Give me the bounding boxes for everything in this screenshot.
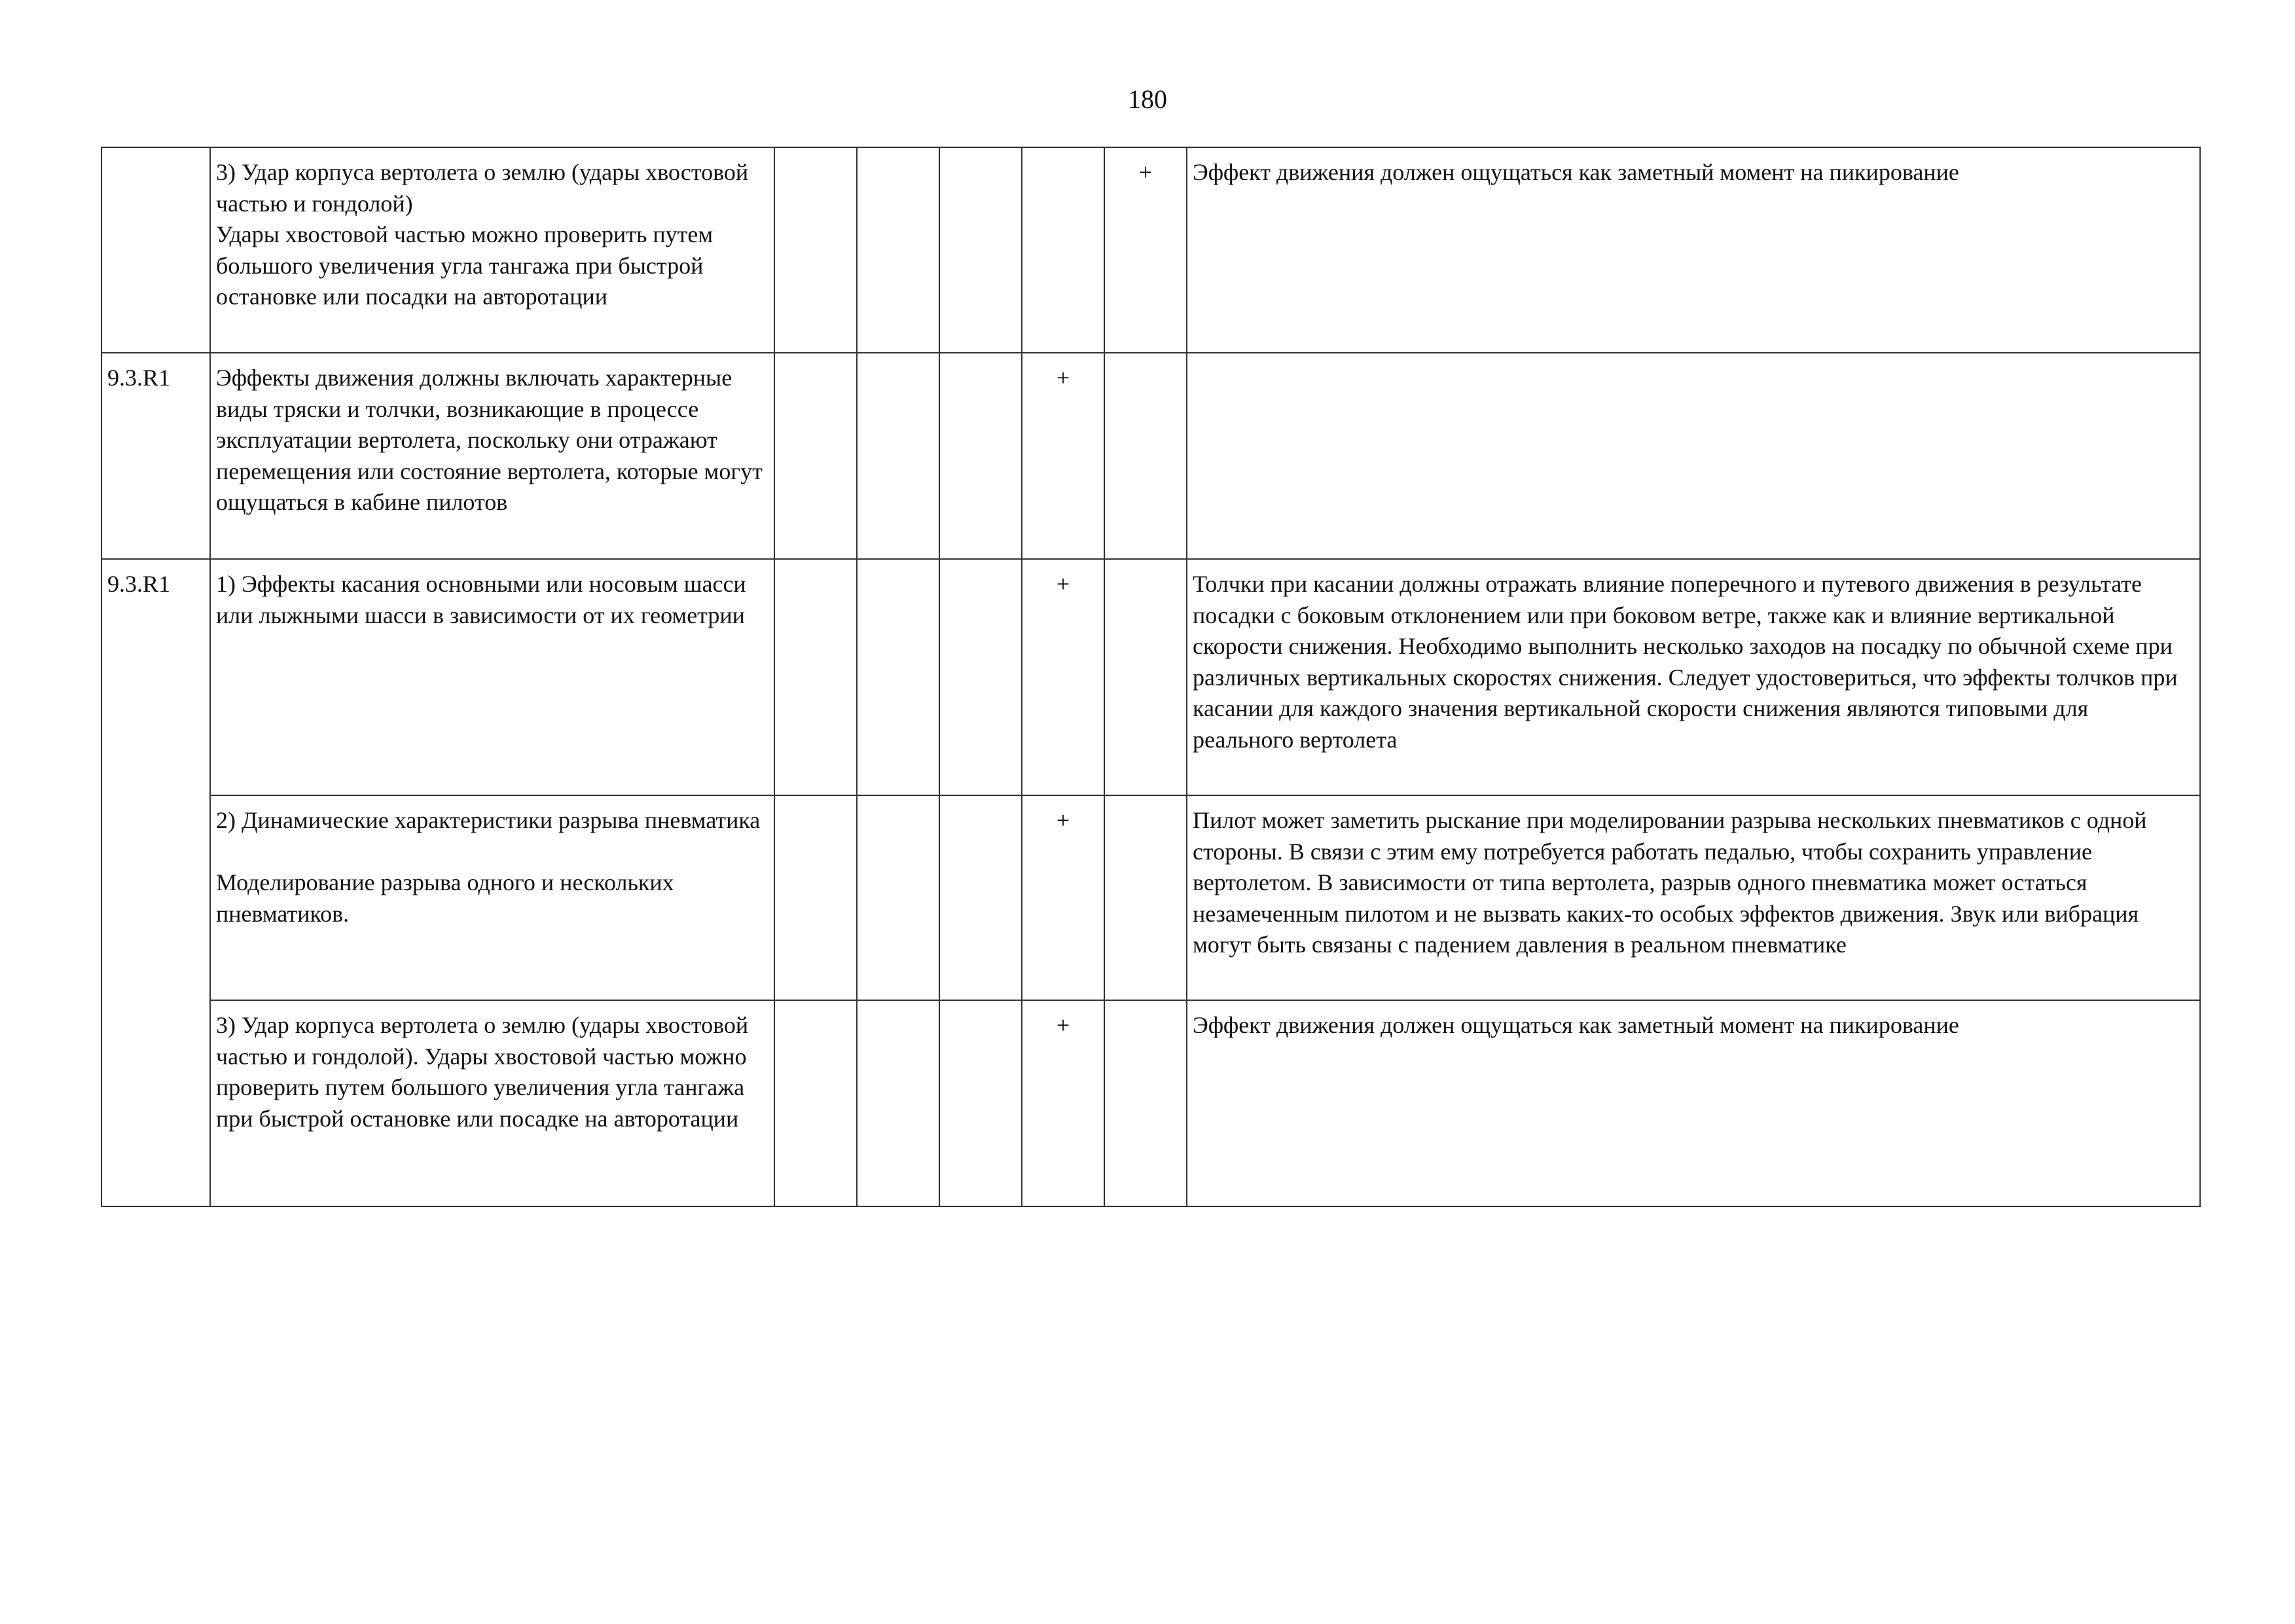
requirement-description (210, 353, 774, 559)
mark-cell (857, 147, 939, 353)
requirement-description (210, 1000, 774, 1206)
description-line: 2) Динамические характеристики разрыва пневматика (216, 807, 761, 833)
mark-cell: + (1022, 795, 1104, 1000)
mark-cell (1104, 1000, 1187, 1206)
mark-cell (774, 353, 857, 559)
requirement-comment: Толчки при касании должны отражать влияние поперечного и путевого движения в результате посадки с боковым отклонением или при боковом ветре, также как и влияние вертикальной скорости снижения. Необходимо выполнить несколько заходов на посадку по обычной схеме при различных вертикальных скоростях снижения. Следует удостовериться, что эффекты толчков при касании для каждого значения вертикальной скорости снижения являются типовыми для реального вертолета (1187, 559, 2200, 795)
page-number: 180 (1128, 84, 1167, 114)
requirement-comment: Эффект движения должен ощущаться как заметный момент на пикирование (1187, 1000, 2200, 1206)
mark-cell (1022, 147, 1104, 353)
mark-cell (774, 795, 857, 1000)
mark-cell (774, 559, 857, 795)
requirement-id: 9.3.R1 (101, 559, 210, 1206)
mark-cell (939, 353, 1022, 559)
requirement-id (101, 147, 210, 353)
mark-cell (857, 1000, 939, 1206)
mark-cell (939, 559, 1022, 795)
mark-cell (939, 795, 1022, 1000)
table-row (101, 353, 2200, 559)
mark-cell: + (1022, 353, 1104, 559)
requirements-table (101, 147, 2201, 1207)
mark-cell (857, 559, 939, 795)
description-line: 3) Удар корпуса вертолета о землю (удары хвостовой частью и гондолой). Удары хвостовой частью можно проверить путем большого увеличения угла тангажа при быстрой остановке или посадке на авторотации (216, 1012, 749, 1132)
mark-cell (857, 353, 939, 559)
requirement-description (210, 795, 774, 1000)
table-row (101, 147, 2200, 353)
mark-cell: + (1022, 1000, 1104, 1206)
table-row (101, 559, 2200, 795)
description-line: Удары хвостовой частью можно проверить путем большого увеличения угла тангажа при быстрой остановке или посадки на авторотации (216, 221, 714, 310)
description-line: 1) Эффекты касания основными или носовым шасси или лыжными шасси в зависимости от их геометрии (216, 571, 746, 628)
mark-cell (1104, 795, 1187, 1000)
table-row (101, 1000, 2200, 1206)
requirement-description (210, 147, 774, 353)
mark-cell (1104, 559, 1187, 795)
description-gap (216, 837, 768, 868)
mark-cell (939, 147, 1022, 353)
description-line: Эффекты движения должны включать характерные виды тряски и толчки, возникающие в процессе эксплуатации вертолета, поскольку они отражают перемещения или состояние вертолета, которые могут ощущаться в кабине пилотов (216, 365, 763, 515)
description-line: 3) Удар корпуса вертолета о землю (удары хвостовой частью и гондолой) (216, 159, 749, 217)
requirement-description (210, 559, 774, 795)
mark-cell (774, 147, 857, 353)
description-line: Моделирование разрыва одного и нескольких пневматиков. (216, 869, 674, 927)
mark-cell (939, 1000, 1022, 1206)
table-row (101, 795, 2200, 1000)
requirement-comment (1187, 353, 2200, 559)
mark-cell (774, 1000, 857, 1206)
mark-cell: + (1022, 559, 1104, 795)
mark-cell: + (1104, 147, 1187, 353)
mark-cell (857, 795, 939, 1000)
mark-cell (1104, 353, 1187, 559)
requirement-comment: Эффект движения должен ощущаться как заметный момент на пикирование (1187, 147, 2200, 353)
requirement-comment: Пилот может заметить рыскание при моделировании разрыва нескольких пневматиков с одной стороны. В связи с этим ему потребуется работать педалью, чтобы сохранить управление вертолетом. В зависимости от типа вертолета, разрыв одного пневматика может остаться незамеченным пилотом и не вызвать каких-то особых эффектов движения. Звук или вибрация могут быть связаны с падением давления в реальном пневматике (1187, 795, 2200, 1000)
requirement-id: 9.3.R1 (101, 353, 210, 559)
